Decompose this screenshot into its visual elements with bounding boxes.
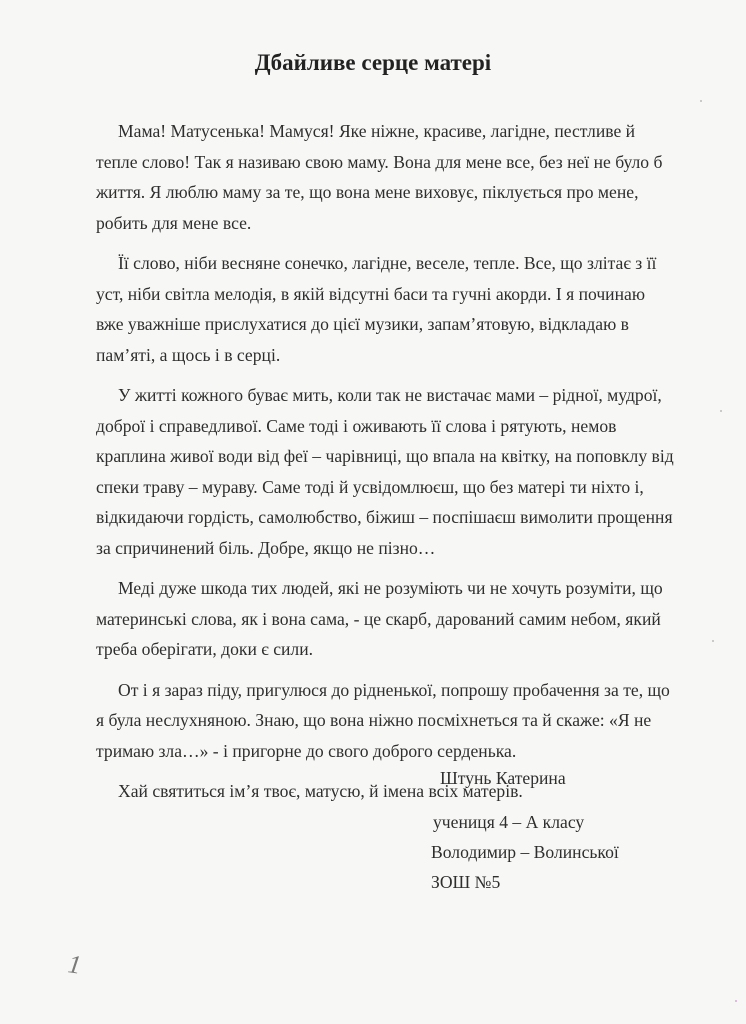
scan-speck [712,640,714,642]
scan-speck [735,1000,737,1002]
signature-name: Штунь Катерина [440,768,566,788]
paragraph-5: От і я зараз піду, пригулюся до рідненької, попрошу пробачення за те, що я була неслухняною. Знаю, що вона ніжно посміхнеться та й скаже: «Я не тримаю зла…» - і пригорне до свого доброго серденька. [96,679,670,761]
document-title: Дбайливе серце матері [254,50,492,75]
handwritten-page-number: 1 [66,949,84,980]
scan-speck [720,410,722,412]
signature-school: ЗОШ №5 [431,872,501,892]
paragraph-2: Її слово, ніби весняне сонечко, лагідне, веселе, тепле. Все, що злітає з її уст, ніби світла мелодія, в якій відсутні баси та гучні акорди. І я починаю вже уважніше прислухатися до цієї музики, запам’ятовую, відкладаю в пам’яті, а щось і в серці. [96,253,657,365]
paragraph-1: Мама! Матусенька! Мамуся! Яке ніжне, красиве, лагідне, пестливе й тепле слово! Так я називаю свою маму. Вона для мене все, без неї не було б життя. Я люблю маму за те, що вона мене виховує, піклується про мене, робить для мене все. [96,121,663,233]
signature-city: Володимир – Волинської [431,842,619,862]
signature-grade: учениця 4 – А класу [433,812,585,832]
document-body [96,116,676,817]
scan-speck [700,100,702,102]
paragraph-3: У житті кожного буває мить, коли так не вистачає мами – рідної, мудрої, доброї і справедливої. Саме тоді і оживають її слова і рятують, немов краплина живої води від феї – чарівниці, що впала на квітку, на поповклу від спеки траву – мураву. Саме тоді й усвідомлюєш, що без матері ти ніхто і, відкидаючи гордість, самолюбство, біжиш – поспішаєш вимолити прощення за спричинений біль. Добре, якщо не пізно… [96,385,674,558]
paragraph-4: Меді дуже шкода тих людей, які не розуміють чи не хочуть розуміти, що материнські слова, як і вона сама, - це скарб, дарований самим небом, який треба оберігати, доки є сили. [96,578,663,659]
paragraph-6: Хай святиться ім’я твоє, матусю, й імена всіх матерів. [118,781,523,801]
